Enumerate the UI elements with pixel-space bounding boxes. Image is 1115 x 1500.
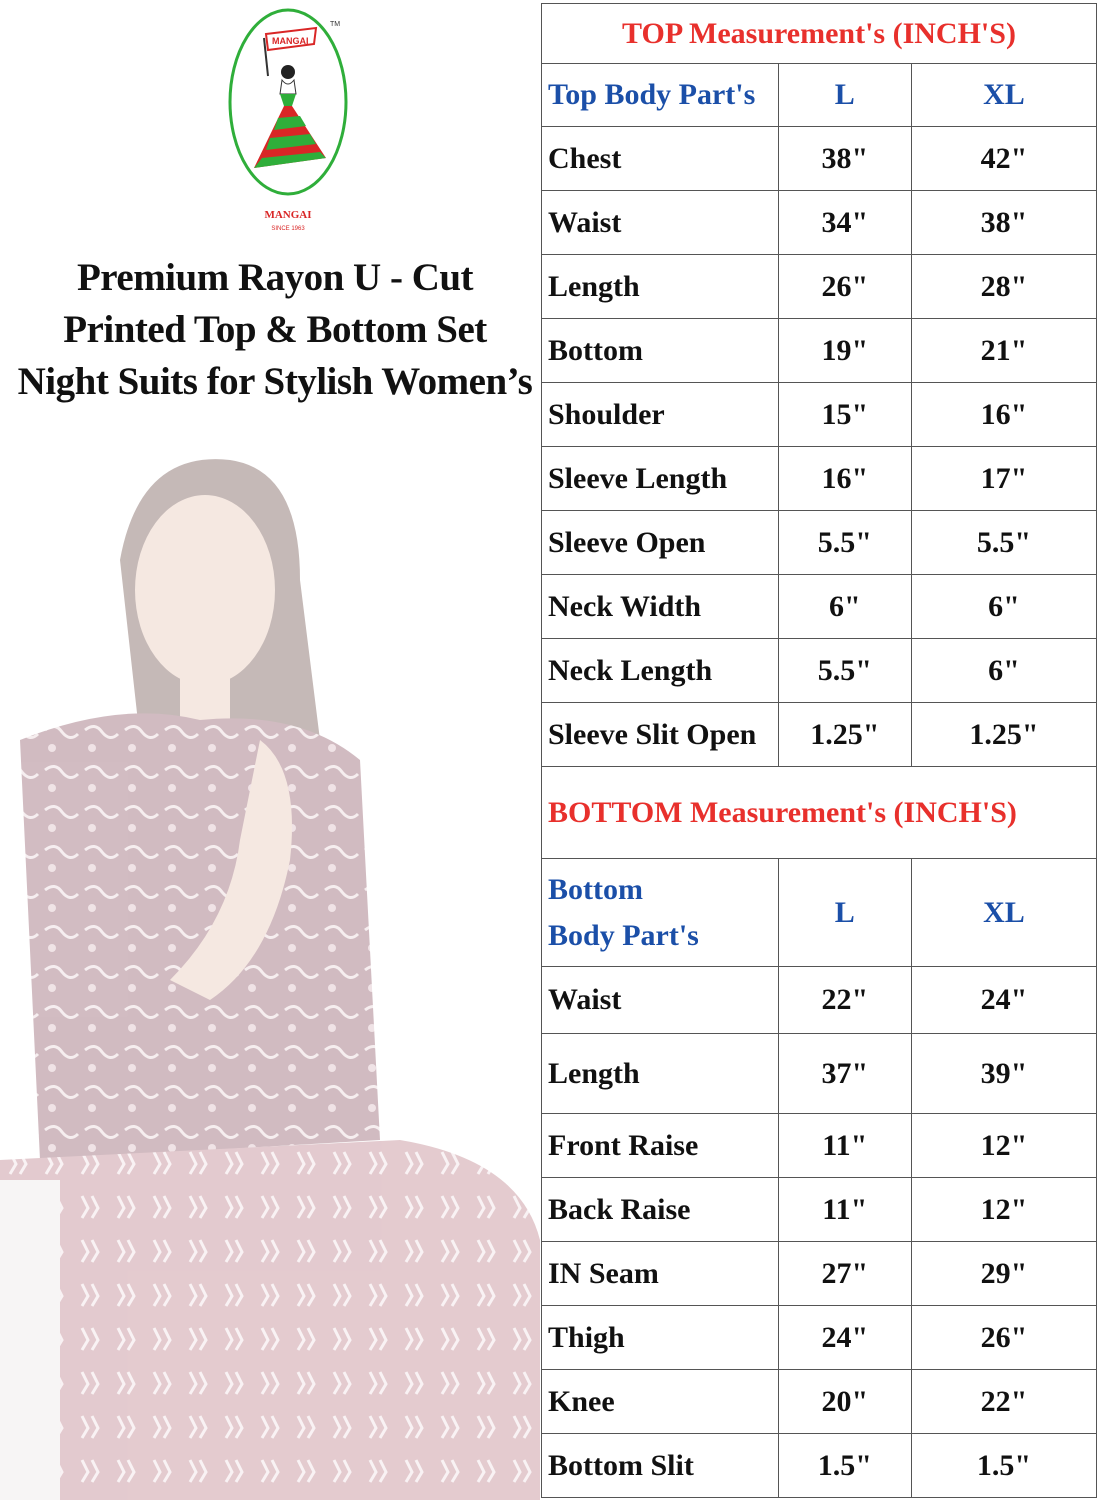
table-row: [542, 703, 1097, 767]
xl-cell: 22": [911, 1370, 1096, 1434]
l-cell: 20": [778, 1370, 911, 1434]
part-cell: Waist: [542, 967, 779, 1034]
xl-cell: 16": [911, 383, 1096, 447]
table-row: [542, 383, 1097, 447]
l-cell: 6": [778, 575, 911, 639]
svg-text:SINCE 1963: SINCE 1963: [271, 226, 305, 232]
size-chart: [541, 3, 1097, 1498]
l-cell: 37": [778, 1034, 911, 1114]
l-cell: 27": [778, 1242, 911, 1306]
table-row: [542, 639, 1097, 703]
xl-cell: 38": [911, 191, 1096, 255]
part-cell: Bottom Slit: [542, 1434, 779, 1498]
svg-text:MANGAI: MANGAI: [264, 209, 312, 221]
mangai-logo: [226, 8, 350, 238]
table-row: [542, 1034, 1097, 1114]
l-cell: 38": [778, 127, 911, 191]
l-cell: 19": [778, 319, 911, 383]
table-row: [542, 255, 1097, 319]
part-cell: Length: [542, 1034, 779, 1114]
part-cell: Neck Width: [542, 575, 779, 639]
xl-cell: 42": [911, 127, 1096, 191]
bottom-header-part: [542, 859, 779, 967]
l-cell: 5.5": [778, 639, 911, 703]
part-cell: Back Raise: [542, 1178, 779, 1242]
bottom-header-part-line1: Bottom: [548, 872, 643, 906]
table-row: [542, 967, 1097, 1034]
left-panel: [0, 0, 540, 1500]
table-row: [542, 447, 1097, 511]
part-cell: Neck Length: [542, 639, 779, 703]
xl-cell: 24": [911, 967, 1096, 1034]
table-row: [542, 511, 1097, 575]
table-row: [542, 1434, 1097, 1498]
xl-cell: 21": [911, 319, 1096, 383]
l-cell: 34": [778, 191, 911, 255]
part-cell: Front Raise: [542, 1114, 779, 1178]
top-header-row: [542, 64, 1097, 127]
bottom-header-xl: XL: [911, 859, 1096, 967]
l-cell: 11": [778, 1114, 911, 1178]
part-cell: Length: [542, 255, 779, 319]
xl-cell: 39": [911, 1034, 1096, 1114]
xl-cell: 6": [911, 575, 1096, 639]
top-header-l: L: [778, 64, 911, 127]
xl-cell: 29": [911, 1242, 1096, 1306]
part-cell: Chest: [542, 127, 779, 191]
l-cell: 1.25": [778, 703, 911, 767]
part-cell: Thigh: [542, 1306, 779, 1370]
xl-cell: 28": [911, 255, 1096, 319]
part-cell: IN Seam: [542, 1242, 779, 1306]
table-row: [542, 1370, 1097, 1434]
xl-cell: 1.25": [911, 703, 1096, 767]
table-row: [542, 1178, 1097, 1242]
top-section-title: TOP Measurement's (INCH'S): [542, 4, 1097, 64]
part-cell: Sleeve Open: [542, 511, 779, 575]
l-cell: 5.5": [778, 511, 911, 575]
xl-cell: 12": [911, 1114, 1096, 1178]
table-row: [542, 191, 1097, 255]
bottom-header-l: L: [778, 859, 911, 967]
model-photo: [0, 440, 540, 1500]
l-cell: 15": [778, 383, 911, 447]
title-line-1: Premium Rayon U - Cut: [76, 256, 474, 299]
xl-cell: 17": [911, 447, 1096, 511]
l-cell: 24": [778, 1306, 911, 1370]
part-cell: Sleeve Slit Open: [542, 703, 779, 767]
svg-text:MANGAI: MANGAI: [272, 36, 309, 46]
top-header-xl: XL: [911, 64, 1096, 127]
title-line-3: Night Suits for Stylish Women’s: [17, 360, 533, 403]
table-row: [542, 319, 1097, 383]
table-row: [542, 575, 1097, 639]
xl-cell: 26": [911, 1306, 1096, 1370]
table-row: [542, 1242, 1097, 1306]
part-cell: Shoulder: [542, 383, 779, 447]
bottom-section-title: BOTTOM Measurement's (INCH'S): [542, 767, 1097, 859]
table-row: [542, 1306, 1097, 1370]
xl-cell: 6": [911, 639, 1096, 703]
l-cell: 22": [778, 967, 911, 1034]
bottom-header-part-line2: Body Part's: [548, 918, 699, 952]
xl-cell: 1.5": [911, 1434, 1096, 1498]
l-cell: 11": [778, 1178, 911, 1242]
table-row: [542, 127, 1097, 191]
xl-cell: 5.5": [911, 511, 1096, 575]
bottom-header-row: [542, 859, 1097, 967]
l-cell: 1.5": [778, 1434, 911, 1498]
part-cell: Knee: [542, 1370, 779, 1434]
l-cell: 26": [778, 255, 911, 319]
part-cell: Bottom: [542, 319, 779, 383]
l-cell: 16": [778, 447, 911, 511]
top-header-part: Top Body Part's: [542, 64, 779, 127]
product-title: [10, 252, 540, 408]
title-line-2: Printed Top & Bottom Set: [63, 308, 487, 351]
part-cell: Waist: [542, 191, 779, 255]
part-cell: Sleeve Length: [542, 447, 779, 511]
table-row: [542, 1114, 1097, 1178]
xl-cell: 12": [911, 1178, 1096, 1242]
svg-text:TM: TM: [330, 21, 341, 28]
